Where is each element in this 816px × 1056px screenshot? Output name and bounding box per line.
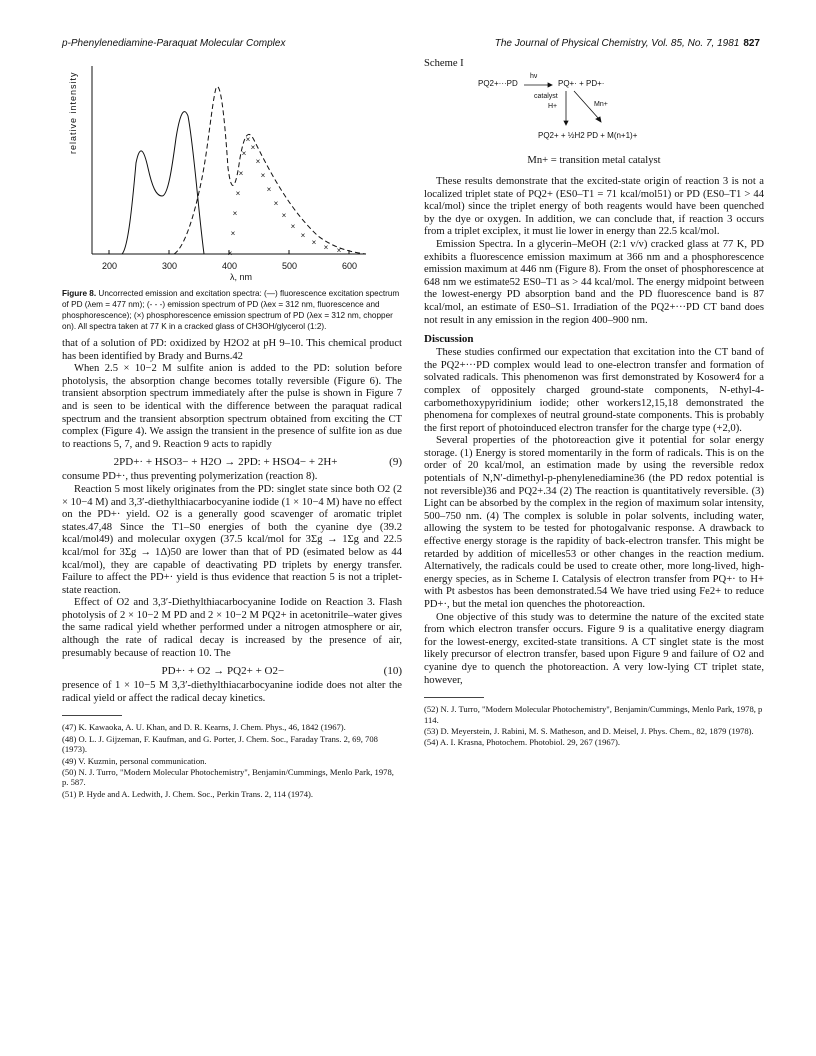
scheme-products: PQ+· + PD+· [558,79,605,88]
svg-text:×: × [232,209,238,218]
reference: (53) D. Meyerstein, J. Rabini, M. S. Matheson, and D. Meisel, J. Phys. Chem., 82, 1879 (1978). [424,725,754,736]
footnote-rule [424,697,484,698]
figure-caption-text: Uncorrected emission and excitation spectra: (—) fluorescence excitation spectrum of PD (λem = 477 nm); (- - -) emission spectrum of PD (λex = 312 nm, fluorescence and phosphorescence); (×) phosphorescence emission spectrum of PD (λex = 312 nm, chopper on). All spectra taken at 77 K in a cracked glass of CH3OH/glycerol (1:2). [62,289,400,331]
reference: (52) N. J. Turro, "Modern Molecular Photochemistry", Benjamin/Cummings, Menlo Park, 1978, p 114. [424,704,763,725]
svg-text:×: × [290,222,296,231]
phosphorescence-markers [228,135,342,258]
x-tick-label: 400 [222,261,238,271]
paragraph: One objective of this study was to determine the nature of the excited state from which electron transfer occurs. Figure 9 is a qualitative energy diagram for the lowest-energy, excited-state transitions. A CT singlet state is the most likely precursor of electron transfer, based upon Figure 9 and failure of O2 and cyanine dye to quench the photoreaction. A very low-lying CT triplet state, however, [424,611,764,686]
svg-text:×: × [227,249,233,258]
svg-text:×: × [336,246,342,255]
page-number: 827 [743,38,760,49]
figure-caption [62,288,402,332]
y-axis-label: relative intensity [68,71,78,154]
paragraph: These studies confirmed our expectation that excitation into the CT band of the PQ2+···PD complex would lead to one-electron transfer and formation of solvated radicals. This phenomenon was first demonstrated by Kosower4 for a complex of oppositely charged ground-state components, N-ethyl-4-carbomethoxypyridinium iodide; other workers12,15,18 demonstrated the phenomena for complexes of neutral ground-state components. This is probably the first report of photoinduced electron transfer for the charge type (+2,0). [424,347,764,434]
paragraph: These results demonstrate that the excited-state origin of reaction 3 is not a localized triplet state of PQ2+ (ES0–T1 = 71 kcal/mol51) or PD (ES0–T1 > 44 kcal/mol) since the triplet energy of both reagents would have been quenched by the dye or oxygen. In addition, we can conclude that, if reaction 3 occurs from a triplet exciplex, it must lie lower in energy than 22.5 kcal/mol. [424,176,764,238]
svg-text:×: × [230,229,236,238]
equation-number: (10) [383,665,402,678]
svg-text:×: × [323,243,329,252]
reference: (50) N. J. Turro, "Modern Molecular Photochemistry", Benjamin/Cummings, Menlo Park, 1978, p. 587. [62,767,394,788]
svg-text:×: × [273,199,279,208]
left-column [62,58,402,800]
svg-text:×: × [241,149,247,158]
reference: (47) K. Kawaoka, A. U. Khan, and D. R. Kearns, J. Chem. Phys., 46, 1842 (1967). [62,722,346,733]
equation-body: PD+· + O2 → PQ2+ + O2− [161,665,285,678]
paragraph: Several properties of the photoreaction give it potential for solar energy storage. (1) Energy is stored momentarily in the form of radicals. This is on the order of 20 kcal/mol, an estimation made by using the reversible redox potentials of N,N′-dimethyl-p-phenylenediamine36 (the PD redox potential is not reversible)36 and PQ2+.34 (2) The reaction is quantitatively reversible. (3) Light can be absorbed by the complex in the region of maximum solar intensity, 500–750 nm. (4) The complex is soluble in polar solvents, including water, allowing the system to be tested for photogalvanic response. A drawback to effective energy storage is the rapidity of back-electron transfer. This might be retarded by addition of micelles53 or other changes in the reaction medium. Alternatively, the radicals could be used to create other, more long-lived, high-energy species, as in Scheme I. Catalysis of electron transfer from PQ+· to H+ with Pt asbestos has been demonstrated.54 We have tried using Fe2+ to reduce PD+·, but the metal ion quenches the photoreaction. [424,435,764,610]
svg-text:×: × [311,238,317,247]
reference: (49) V. Kuzmin, personal communication. [62,755,207,766]
equation-body: 2PD+· + HSO3− + H2O → 2PD: + HSO4− + 2H+ [113,456,338,469]
spectra-plot [62,58,402,264]
journal-header [495,38,760,49]
x-tick-label: 500 [282,261,298,271]
equation-10 [62,665,402,677]
svg-text:×: × [250,143,256,152]
scheme-arrow-label: hν [530,73,538,80]
excitation-spectrum-line [122,112,204,254]
references [424,704,764,748]
paragraph: When 2.5 × 10−2 M sulfite anion is added to the PD: solution before photolysis, the absorption change becomes totally reversible (Figure 6). The transient absorption spectrum immediately after the pulse is shown in Figure 7 and is seen to be identical with the difference between the paraquat radical spectrum and the transient absorption spectrum obtained from exciting the CT complex (Figure 4). We assign the transient in the presence of sulfite ion as due to reactions 5, 7, and 9. Reaction 9 acts to rapidly [62,363,402,450]
paragraph: that of a solution of PD: oxidized by H2O2 at pH 9–10. This chemical product has been identified by Brady and Burns.42 [62,338,402,362]
paragraph: Effect of O2 and 3,3′-Diethylthiacarbocyanine Iodide on Reaction 3. Flash photolysis of 2 × 10−2 M PD and 2 × 10−2 M PQ2+ in acetonitrile–water gives the same radical yield whether performed under a nitrogen atmosphere or air, although the rate of radical decay is increased by the presence of air, presumably because of reaction 10. The [62,597,402,659]
scheme-bottom-products: PQ2+ + ½H2 PD + M(n+1)+ [538,131,638,140]
scheme-note: Mn+ = transition metal catalyst [527,155,661,166]
reference: (51) P. Hyde and A. Ledwith, J. Chem. Soc., Perkin Trans. 2, 114 (1974). [62,788,314,799]
svg-text:×: × [266,185,272,194]
right-column [424,58,764,749]
svg-text:×: × [260,171,266,180]
paragraph: presence of 1 × 10−5 M 3,3′-diethylthiacarbocyanine iodide does not alter the radical yield or affect the radical decay kinetics. [62,680,402,704]
figure-caption-label: Figure 8. [62,289,97,298]
scheme-metal: Mn+ [594,101,608,108]
section-heading: Discussion [424,333,474,346]
equation-number: (9) [389,456,402,469]
svg-text:×: × [238,169,244,178]
references [62,722,402,799]
scheme-1 [424,73,764,151]
svg-text:×: × [245,135,251,144]
running-title: p-Phenylenediamine-Paraquat Molecular Complex [62,38,286,49]
footnote-rule [62,715,122,716]
x-tick-label: 600 [342,261,358,271]
svg-text:×: × [281,211,287,220]
scheme-h-plus: H+ [548,103,558,110]
reference: (54) A. I. Krasna, Photochem. Photobiol. 29, 267 (1967). [424,737,620,748]
journal-citation: The Journal of Physical Chemistry, Vol. 85, No. 7, 1981 [494,38,740,49]
x-axis-label: λ, nm [230,272,253,282]
x-tick-label: 300 [162,261,178,271]
scheme-catalyst: catalyst [534,93,558,100]
reference: (48) O. L. J. Gijzeman, F. Kaufman, and G. Porter, J. Chem. Soc., Faraday Trans. 2, 69, 708 (1973). [62,733,378,755]
svg-text:×: × [235,189,241,198]
svg-text:×: × [300,231,306,240]
figure-8 [62,58,402,286]
paragraph: Emission Spectra. In a glycerin–MeOH (2:1 v/v) cracked glass at 77 K, PD exhibits a fluorescence emission maximum at 366 nm and a phosphorescence emission maximum at 446 nm (Figure 8). From the onset of phosphorescence at 648 nm we estimate52 ES0–T1 as > 44 kcal/mol. The energy midpoint between the lowest-energy PD absorption band and the PD fluorescence band is 87 kcal/mol, an estimate of ES0–S1. Irradiation of the PQ2+···PD CT band does not result in any emission in the region 400–900 nm. [424,238,764,326]
scheme-title: Scheme I [424,58,464,69]
x-tick-label: 200 [102,261,118,271]
equation-9 [62,456,402,468]
svg-text:×: × [255,157,261,166]
paragraph: consume PD+·, thus preventing polymerization (reaction 8). [62,471,318,483]
emission-spectrum-dashed [174,87,366,254]
scheme-reactant: PQ2+···PD [478,79,518,88]
paragraph: Reaction 5 most likely originates from the PD: singlet state since both O2 (2 × 10−4 M) and 3,3′-diethylthiacarbocyanine iodide (1 × 10−4 M) have no effect on the PD+· yield. O2 is a generally good scavenger of aromatic triplet states.47,48 Since the T1–S0 energies of both the cyanine dye (39.2 kcal/mol49) and molecular oxygen (37.5 kcal/mol for 3Σg → 1Σg and 22.5 kcal/mol for 3Σg → 1Δ)50 are lower than that of PD (esimated below as 44 kcal/mol), they are capable of deactivating PD triplets by energy transfer. Failure to affect the PD+· yield is thus evidence that reaction 5 is not a triplet-state reaction. [62,483,402,596]
